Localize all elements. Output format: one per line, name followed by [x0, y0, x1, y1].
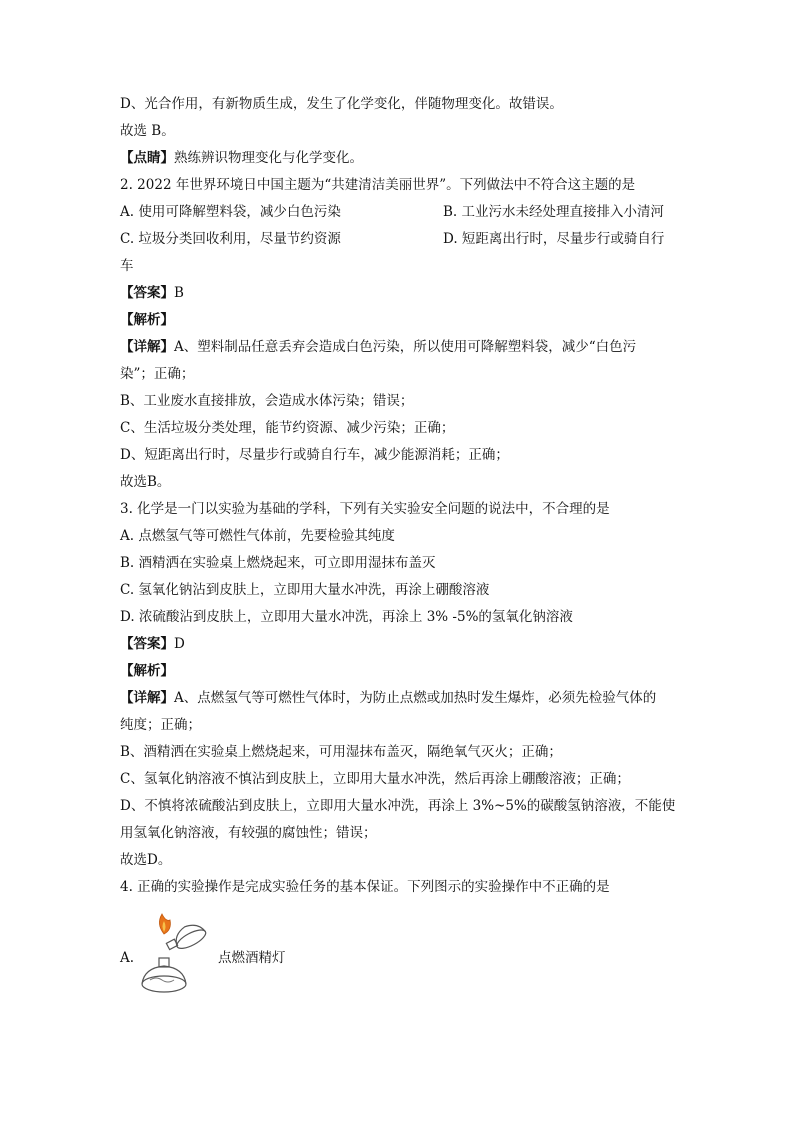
question-stem: 3. 化学是一门以实验为基础的学科，下列有关实验安全问题的说法中，不合理的是 — [120, 501, 610, 517]
section-tag: 【答案】 — [120, 636, 174, 652]
option-d-wrap: 车 — [120, 258, 134, 274]
option-a: A. 点燃氢气等可燃性气体前，先要检验其纯度 — [120, 528, 395, 544]
option-d: D. 浓硫酸沾到皮肤上，立即用大量水冲洗，再涂上 3% -5%的氢氧化钠溶液 — [120, 609, 573, 625]
answer-line — [120, 283, 184, 303]
figure-caption: 点燃酒精灯 — [218, 950, 286, 966]
note-text: 熟练辨识物理变化与化学变化。 — [174, 150, 363, 166]
option-label: A. — [120, 950, 135, 966]
explanation-text: A、点燃氢气等可燃性气体时，为防止点燃或加热时发生爆炸，必须先检验气体的 — [174, 690, 657, 706]
section-tag: 【详解】 — [120, 339, 174, 355]
explanation-line: B、酒精洒在实验桌上燃烧起来，可用湿抹布盖灭，隔绝氧气灭火；正确； — [120, 744, 562, 760]
option-a: A. 使用可降解塑料袋，减少白色污染 — [120, 204, 341, 220]
alcohol-lamp-illustration — [138, 912, 218, 1002]
conclusion-line: 故选D。 — [120, 852, 172, 868]
explanation-line — [120, 337, 636, 357]
explanation-line: C、氢氧化钠溶液不慎沾到皮肤上，立即用大量水冲洗，然后再涂上硼酸溶液；正确； — [120, 771, 630, 787]
explanation-line: B、工业废水直接排放，会造成水体污染；错误； — [120, 393, 414, 409]
question-stem: 4. 正确的实验操作是完成实验任务的基本保证。下列图示的实验操作中不正确的是 — [120, 879, 610, 895]
explanation-line: 染”；正确； — [120, 366, 195, 382]
option-a-figure — [120, 912, 320, 1004]
text-line: D、光合作用，有新物质生成，发生了化学变化，伴随物理变化。故错误。 — [120, 96, 563, 112]
explanation-line: 纯度；正确； — [120, 717, 201, 733]
section-tag: 【答案】 — [120, 285, 174, 301]
explanation-line: D、不慎将浓硫酸沾到皮肤上，立即用大量水冲洗，再涂上 3%~5%的碳酸氢钠溶液，不能使 — [120, 798, 676, 814]
option-c: C. 氢氧化钠沾到皮肤上，立即用大量水冲洗，再涂上硼酸溶液 — [120, 582, 490, 598]
explanation-text: A、塑料制品任意丢弃会造成白色污染，所以使用可降解塑料袋，减少“白色污 — [174, 339, 637, 355]
conclusion-line: 故选B。 — [120, 474, 171, 490]
section-tag: 【点睛】 — [120, 150, 174, 166]
note-line — [120, 148, 363, 168]
analysis-heading: 【解析】 — [120, 663, 174, 679]
option-b: B. 工业污水未经处理直接排入小清河 — [443, 204, 665, 220]
option-b: B. 酒精洒在实验桌上燃烧起来，可立即用湿抹布盖灭 — [120, 555, 436, 571]
analysis-heading: 【解析】 — [120, 312, 174, 328]
option-d: D. 短距离出行时，尽量步行或骑自行 — [443, 231, 665, 247]
answer-value: D — [174, 636, 185, 652]
text-line: 故选 B。 — [120, 123, 175, 139]
explanation-line — [120, 688, 656, 708]
section-tag: 【详解】 — [120, 690, 174, 706]
option-c: C. 垃圾分类回收利用，尽量节约资源 — [120, 231, 341, 247]
explanation-line: 用氢氧化钠溶液，有较强的腐蚀性；错误； — [120, 825, 377, 841]
question-stem: 2. 2022 年世界环境日中国主题为“共建清洁美丽世界”。下列做法中不符合这主题的是 — [120, 177, 636, 193]
explanation-line: D、短距离出行时，尽量步行或骑自行车，减少能源消耗；正确； — [120, 447, 509, 463]
explanation-line: C、生活垃圾分类处理，能节约资源、减少污染；正确； — [120, 420, 455, 436]
answer-value: B — [174, 285, 184, 301]
answer-line — [120, 634, 185, 654]
